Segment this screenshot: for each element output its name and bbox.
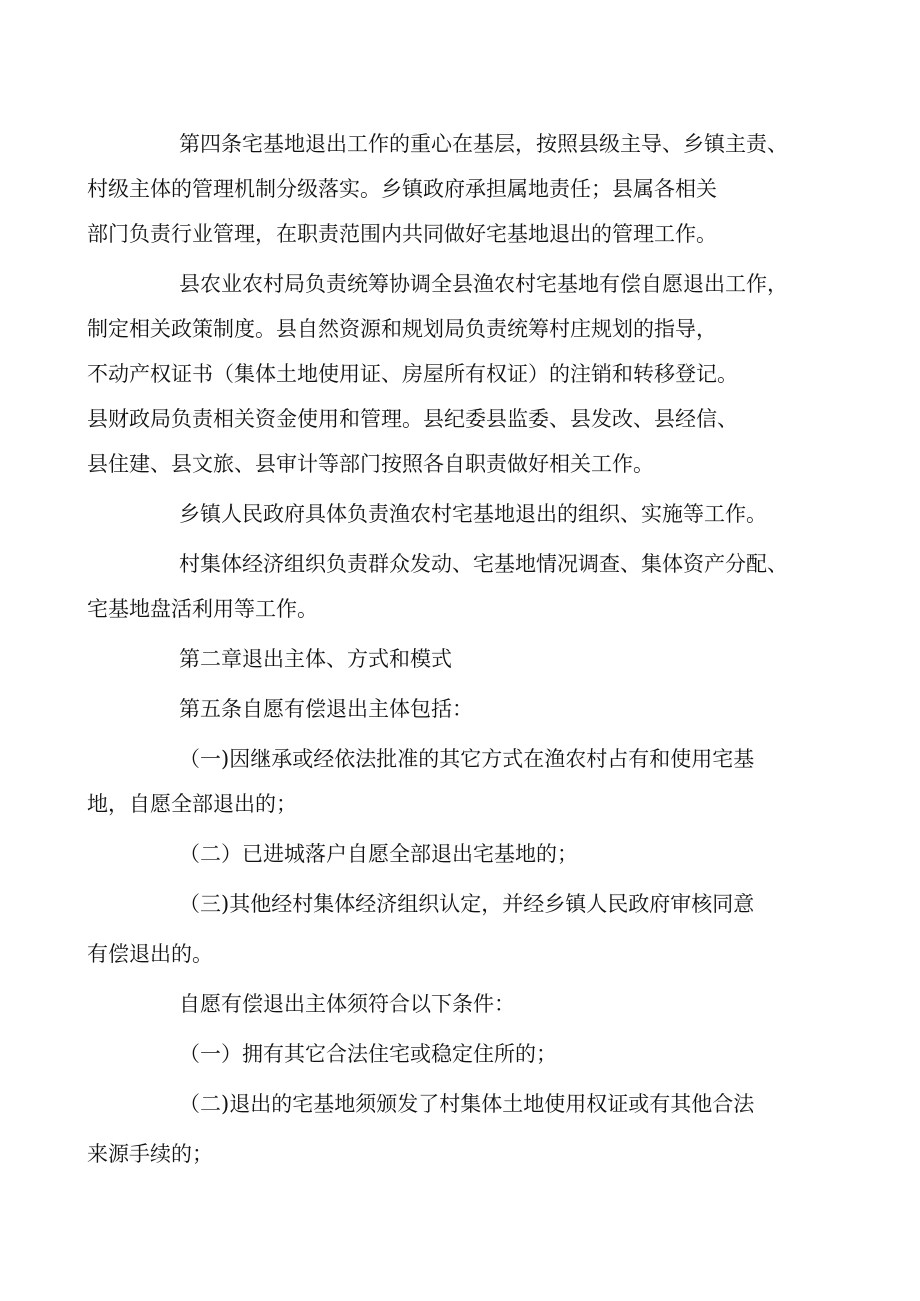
text-line: 第二章退出主体、方式和模式: [179, 647, 452, 671]
paragraph-village-collective: [87, 542, 805, 632]
list-item-1: [87, 737, 805, 827]
text-line: （一)因继承或经依法批准的其它方式在渔农村占有和使用宅基: [179, 747, 755, 771]
text-line: 自愿有偿退出主体须符合以下条件：: [179, 992, 515, 1016]
text-line: 制定相关政策制度。县自然资源和规划局负责统筹村庄规划的指导，: [87, 317, 717, 341]
condition-item-2: [87, 1082, 805, 1177]
text-line: 地，自愿全部退出的；: [87, 792, 297, 816]
paragraph-article-5: [133, 687, 805, 732]
text-line: 来源手续的；: [87, 1142, 213, 1166]
text-line: 村级主体的管理机制分级落实。乡镇政府承担属地责任；县属各相关: [87, 177, 717, 201]
text-line: 第五条自愿有偿退出主体包括：: [179, 697, 473, 721]
text-line: 第四条宅基地退出工作的重心在基层，按照县级主导、乡镇主责、: [179, 132, 788, 156]
paragraph-article-4: [87, 122, 805, 257]
text-line: （二）已进城落户自愿全部退出宅基地的；: [179, 842, 578, 866]
text-line: 不动产权证书（集体土地使用证、房屋所有权证）的注销和转移登记。: [87, 362, 738, 386]
text-line: 有偿退出的。: [87, 942, 213, 966]
list-item-3: [87, 882, 805, 977]
chapter-2-heading: [133, 637, 805, 682]
document-body: [87, 122, 805, 1177]
text-line: 宅基地盘活利用等工作。: [87, 597, 318, 621]
condition-item-1: [133, 1032, 805, 1077]
paragraph-township-government: [133, 492, 805, 537]
paragraph-conditions: [133, 982, 805, 1027]
text-line: （三)其他经村集体经济组织认定，并经乡镇人民政府审核同意: [179, 892, 755, 916]
text-line: （二)退出的宅基地须颁发了村集体土地使用权证或有其他合法: [179, 1092, 755, 1116]
text-line: 县住建、县文旅、县审计等部门按照各自职责做好相关工作。: [87, 452, 654, 476]
paragraph-county-agriculture: [87, 262, 805, 487]
list-item-2: [133, 832, 805, 877]
text-line: （一）拥有其它合法住宅或稳定住所的；: [179, 1042, 557, 1066]
text-line: 乡镇人民政府具体负责渔农村宅基地退出的组织、实施等工作。: [179, 502, 767, 526]
text-line: 村集体经济组织负责群众发动、宅基地情况调查、集体资产分配、: [179, 552, 788, 576]
text-line: 部门负责行业管理，在职责范围内共同做好宅基地退出的管理工作。: [87, 222, 717, 246]
text-line: 县财政局负责相关资金使用和管理。县纪委县监委、县发改、县经信、: [87, 407, 738, 431]
text-line: 县农业农村局负责统筹协调全县渔农村宅基地有偿自愿退出工作，: [179, 272, 788, 296]
